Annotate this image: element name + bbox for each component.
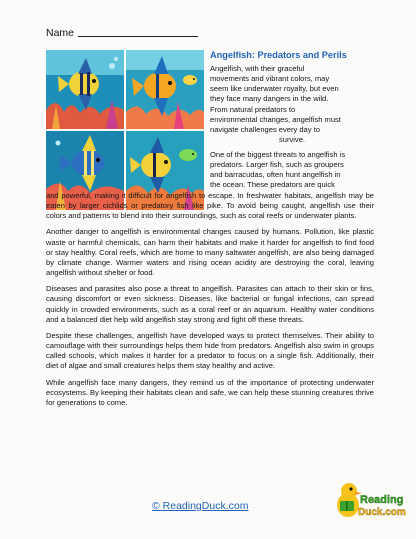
readingduck-logo — [334, 475, 406, 523]
intro-line: environmental changes, angelfish must — [210, 114, 341, 124]
illustration-tile-top-left — [46, 50, 124, 129]
logo-text-top: Reading — [360, 494, 404, 506]
predators-paragraph-rest: and powerful, making it difficult for angelfish to escape. In freshwater habitats, angelfish may be eaten by larger cichlids or predatory fish like pike. To avoid being caught, angelfish use their colors and patterns to blend into their surroundings, such as coral reefs or underwater plants. — [46, 191, 374, 221]
name-input-line[interactable] — [78, 36, 198, 37]
illustration-tile-top-right — [126, 50, 204, 129]
predators-line: and barracudas, often hunt angelfish in — [210, 170, 341, 180]
predators-line: the ocean. These predators are quick — [210, 180, 335, 190]
conclusion-paragraph: While angelfish face many dangers, they remind us of the importance of protecting underwater ecosystems. By keeping their habitats clean and safe, we can help these stunning creatures thrive for generations to come. — [46, 377, 374, 407]
predators-line: One of the biggest threats to angelfish is — [210, 150, 346, 159]
intro-line: From natural predators to — [210, 104, 296, 114]
readingduck-link[interactable]: © ReadingDuck.com — [152, 500, 249, 512]
angelfish-illustration — [46, 50, 204, 210]
article-body — [46, 191, 374, 408]
intro-line: they face many dangers in the wild. — [210, 94, 329, 104]
article-title: Angelfish: Predators and Perils — [210, 50, 347, 60]
intro-line: seem like underwater royalty, but even — [210, 84, 339, 94]
disease-paragraph: Diseases and parasites also pose a threat to angelfish. Parasites can attach to their skin or fins, causing discomfort or even sickness. Diseases, like bacterial or fungal infections, can spread quickly in crowded environments, such as a coral reef or an aquarium. Healthy water conditions and a balanced diet help wild angelfish stay strong and fight off these threats. — [46, 284, 374, 324]
intro-line: movements and vibrant colors, may — [210, 74, 330, 84]
intro-line: Angelfish, with their graceful — [210, 64, 305, 73]
intro-line: survive. — [278, 135, 305, 145]
intro-line: navigate challenges every day to — [210, 124, 320, 134]
predators-paragraph-start — [210, 150, 374, 191]
name-field-row — [46, 27, 198, 39]
intro-paragraph — [210, 64, 374, 145]
protection-paragraph: Despite these challenges, angelfish have developed ways to protect themselves. Their ability to camouflage with their surroundings helps them hide from predators. Angelfish also swim in groups called schools, which makes it harder for a predator to focus on a single fish. Additionally, their diet of algae and small creatures helps them stay healthy and active. — [46, 330, 374, 371]
logo-text-bottom: Duck.com — [358, 507, 406, 518]
environment-paragraph: Another danger to angelfish is environmental changes caused by humans. Pollution, like plastic waste or harmful chemicals, can harm their habitats and make it harder for angelfish to find food or stay healthy. Coral reefs, which are home to many saltwater angelfish, are also being damaged by climate change. Warmer waters and rising ocean acidity are destroying the coral, leaving angelfish without shelter or food. — [46, 227, 374, 278]
predators-line: predators. Larger fish, such as groupers — [210, 160, 344, 170]
name-label: Name — [46, 27, 75, 39]
